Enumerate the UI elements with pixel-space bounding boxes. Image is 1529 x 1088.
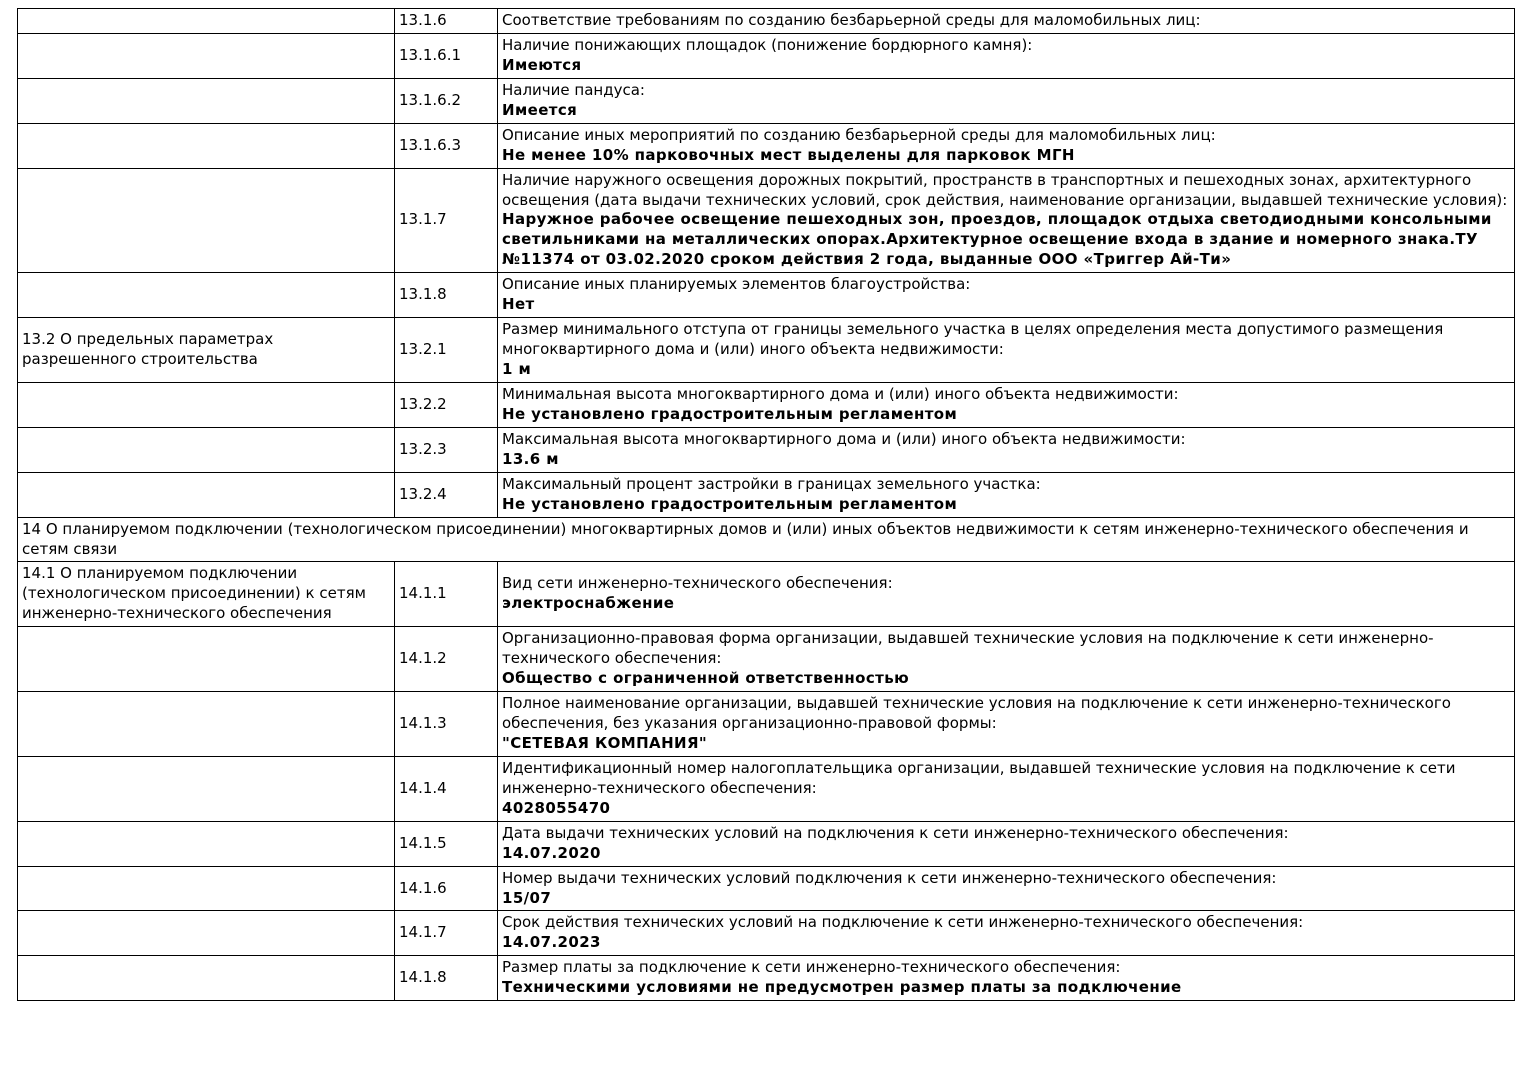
field-value: 14.07.2020 xyxy=(502,843,601,862)
table-row xyxy=(18,562,1515,627)
table-row xyxy=(18,123,1515,168)
field-label: Идентификационный номер налогоплательщика организации, выдавшей технические условия на подключение к сети инженерно-технического обеспечения: xyxy=(502,758,1456,797)
field-label: Дата выдачи технических условий на подключения к сети инженерно-технического обеспечения: xyxy=(502,823,1289,842)
field-label: Описание иных мероприятий по созданию безбарьерной среды для маломобильных лиц: xyxy=(502,125,1216,144)
section-cell xyxy=(18,627,395,692)
document-page xyxy=(0,8,1529,1088)
section-cell xyxy=(18,692,395,757)
field-label: Срок действия технических условий на подключение к сети инженерно-технического обеспечения: xyxy=(502,913,1304,932)
section-cell xyxy=(18,821,395,866)
section-cell xyxy=(18,911,395,956)
field-value: Общество с ограниченной ответственностью xyxy=(502,669,910,688)
field-label: Наличие наружного освещения дорожных покрытий, пространств в транспортных и пешеходных зонах, архитектурного освещения (дата выдачи технических условий, срок действия, наименование организации, выдавшей технические условия): xyxy=(502,170,1508,209)
item-number-cell: 13.1.7 xyxy=(395,168,498,273)
item-number-cell: 13.2.3 xyxy=(395,427,498,472)
section-cell xyxy=(18,33,395,78)
field-cell xyxy=(498,692,1515,757)
item-number-cell: 14.1.1 xyxy=(395,562,498,627)
field-label: Максимальная высота многоквартирного дома и (или) иного объекта недвижимости: xyxy=(502,429,1186,448)
item-number-cell: 14.1.5 xyxy=(395,821,498,866)
field-cell xyxy=(498,382,1515,427)
item-number-cell: 14.1.7 xyxy=(395,911,498,956)
field-cell xyxy=(498,562,1515,627)
section-cell xyxy=(18,427,395,472)
field-label: Организационно-правовая форма организации, выдавшей технические условия на подключение к сети инженерно-технического обеспечения: xyxy=(502,629,1434,668)
table-row xyxy=(18,78,1515,123)
field-cell xyxy=(498,78,1515,123)
field-label: Максимальный процент застройки в границах земельного участка: xyxy=(502,474,1041,493)
field-value: "СЕТЕВАЯ КОМПАНИЯ" xyxy=(502,733,708,752)
table-row xyxy=(18,382,1515,427)
item-number-cell: 14.1.8 xyxy=(395,956,498,1001)
table-row xyxy=(18,318,1515,383)
field-label: Минимальная высота многоквартирного дома и (или) иного объекта недвижимости: xyxy=(502,384,1179,403)
field-cell xyxy=(498,911,1515,956)
field-cell xyxy=(498,956,1515,1001)
section-cell xyxy=(18,123,395,168)
section-cell xyxy=(18,78,395,123)
field-cell xyxy=(498,168,1515,273)
field-cell xyxy=(498,627,1515,692)
table-row xyxy=(18,427,1515,472)
field-value: Не установлено градостроительным регламентом xyxy=(502,404,958,423)
item-number-cell: 13.1.6.2 xyxy=(395,78,498,123)
item-number-cell: 13.2.1 xyxy=(395,318,498,383)
field-cell xyxy=(498,866,1515,911)
field-cell xyxy=(498,756,1515,821)
item-number-cell: 14.1.6 xyxy=(395,866,498,911)
table-row xyxy=(18,33,1515,78)
table-row xyxy=(18,692,1515,757)
table-row xyxy=(18,866,1515,911)
field-label: Наличие пандуса: xyxy=(502,80,645,99)
field-value: Техническими условиями не предусмотрен размер платы за подключение xyxy=(502,978,1182,997)
field-label: Вид сети инженерно-технического обеспечения: xyxy=(502,574,893,593)
item-number-cell: 13.2.4 xyxy=(395,472,498,517)
section-cell xyxy=(18,756,395,821)
item-number-cell: 14.1.3 xyxy=(395,692,498,757)
field-cell xyxy=(498,123,1515,168)
field-cell xyxy=(498,33,1515,78)
section-cell xyxy=(18,9,395,34)
field-label: Полное наименование организации, выдавшей технические условия на подключение к сети инженерно-технического обеспечения, без указания организационно-правовой формы: xyxy=(502,694,1451,732)
table-row xyxy=(18,956,1515,1001)
section-cell xyxy=(18,168,395,273)
field-value: Имеются xyxy=(502,55,582,74)
field-value: 4028055470 xyxy=(502,798,611,817)
field-cell xyxy=(498,9,1515,34)
item-number-cell: 14.1.4 xyxy=(395,756,498,821)
item-number-cell: 13.1.6.1 xyxy=(395,33,498,78)
field-label: Номер выдачи технических условий подключения к сети инженерно-технического обеспечения: xyxy=(502,868,1277,887)
field-value: Не установлено градостроительным регламентом xyxy=(502,494,958,513)
field-value: Наружное рабочее освещение пешеходных зон, проездов, площадок отдыха светодиодными консольными светильниками на металлических опорах.Архитектурное освещение входа в здание и номерного знака.ТУ №11374 от 03.02.2020 сроком действия 2 года, выданные ООО «Триггер Ай-Ти» xyxy=(502,210,1492,269)
table-row xyxy=(18,627,1515,692)
field-label: Описание иных планируемых элементов благоустройства: xyxy=(502,275,971,294)
table-row xyxy=(18,821,1515,866)
declaration-table xyxy=(17,8,1515,1001)
table-row xyxy=(18,472,1515,517)
table-row xyxy=(18,756,1515,821)
item-number-cell: 13.2.2 xyxy=(395,382,498,427)
field-value: Не менее 10% парковочных мест выделены для парковок МГН xyxy=(502,145,1075,164)
field-label: Наличие понижающих площадок (понижение бордюрного камня): xyxy=(502,35,1033,54)
section-cell xyxy=(18,956,395,1001)
section-cell xyxy=(18,382,395,427)
table-body xyxy=(18,9,1515,1001)
table-row xyxy=(18,168,1515,273)
section-cell: 13.2 О предельных параметрах разрешенного строительства xyxy=(18,318,395,383)
section-header-cell: 14 О планируемом подключении (технологическом присоединении) многоквартирных домов и (или) иных объектов недвижимости к сетям инженерно-технического обеспечения и сетям связи xyxy=(18,517,1515,562)
field-value: Нет xyxy=(502,295,535,314)
section-cell xyxy=(18,273,395,318)
field-cell xyxy=(498,821,1515,866)
table-row xyxy=(18,9,1515,34)
item-number-cell: 13.1.6.3 xyxy=(395,123,498,168)
field-value: 14.07.2023 xyxy=(502,933,601,952)
field-label: Соответствие требованиям по созданию безбарьерной среды для маломобильных лиц: xyxy=(502,11,1201,29)
field-cell xyxy=(498,273,1515,318)
field-label: Размер платы за подключение к сети инженерно-технического обеспечения: xyxy=(502,958,1121,977)
section-cell xyxy=(18,472,395,517)
item-number-cell: 13.1.6 xyxy=(395,9,498,34)
field-label: Размер минимального отступа от границы земельного участка в целях определения места допустимого размещения многоквартирного дома и (или) иного объекта недвижимости: xyxy=(502,320,1444,359)
field-cell xyxy=(498,318,1515,383)
item-number-cell: 13.1.8 xyxy=(395,273,498,318)
field-value: Имеется xyxy=(502,100,578,119)
field-cell xyxy=(498,472,1515,517)
table-row xyxy=(18,911,1515,956)
field-value: 1 м xyxy=(502,360,532,378)
table-row xyxy=(18,273,1515,318)
item-number-cell: 14.1.2 xyxy=(395,627,498,692)
table-row xyxy=(18,517,1515,562)
field-value: электроснабжение xyxy=(502,594,675,613)
field-cell xyxy=(498,427,1515,472)
section-cell: 14.1 О планируемом подключении (технологическом присоединении) к сетям инженерно-технического обеспечения xyxy=(18,562,395,627)
field-value: 15/07 xyxy=(502,888,552,907)
field-value: 13.6 м xyxy=(502,449,559,468)
section-cell xyxy=(18,866,395,911)
